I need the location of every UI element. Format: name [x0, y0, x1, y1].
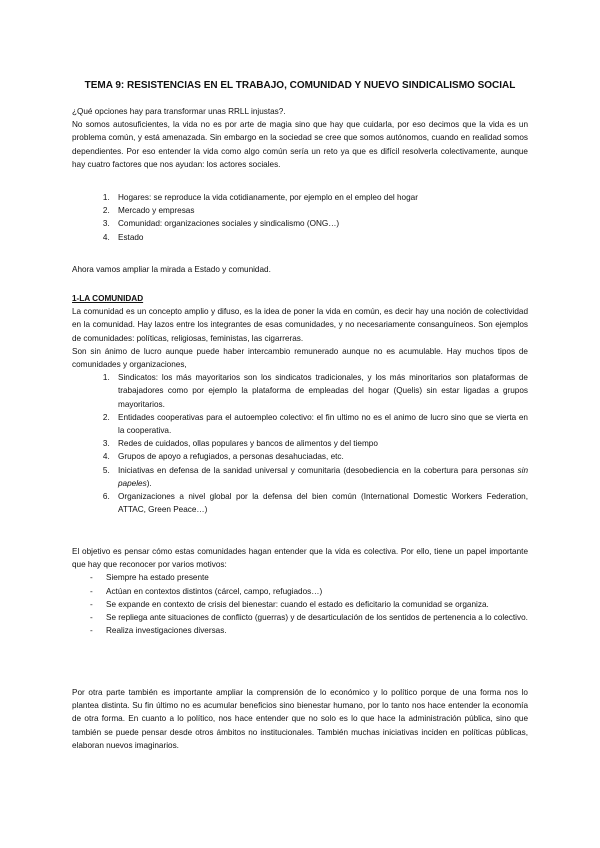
list-item-text-end: ). [146, 478, 152, 488]
list-item: - Se expande en contexto de crisis del bienestar: cuando el estado es deficitario la comunidad se organiza. [90, 598, 528, 611]
list-item [112, 464, 528, 490]
list-item: 1. Hogares: se reproduce la vida cotidianamente, por ejemplo en el empleo del hogar [112, 191, 528, 204]
section-heading: 1-LA COMUNIDAD [72, 294, 144, 303]
list-item: 6. Organizaciones a nivel global por la defensa del bien común (International Domestic Workers Federation, ATTAC, Green Peace…) [112, 490, 528, 516]
list-item: 2. Entidades cooperativas para el autoempleo colectivo: el fin ultimo no es el animo de lucro sino que se vierta en la cooperativa. [112, 411, 528, 437]
list-item: 3. Comunidad: organizaciones sociales y sindicalismo (ONG…) [112, 217, 528, 230]
intro-paragraph: No somos autosuficientes, la vida no es por arte de magia sino que hay que cuidarla, por eso decimos que la vida es un problema común, y está amenazada. Sin embargo en la sociedad se cree que somos autónomos, cuando en realidad somos dependientes. Por eso entender la vida como algo común sería un reto ya que es difícil resolverla colectivamente, aunque hay cuatro factores que nos ayudan: los actores sociales. [72, 120, 528, 169]
community-paragraph-2: Son sin ánimo de lucro aunque puede haber intercambio remunerado aunque no es acumulable. Hay muchos tipos de comunidades y organizaciones, [72, 346, 528, 370]
transition-text: Ahora vamos ampliar la mirada a Estado y comunidad. [72, 265, 271, 274]
list-item: 3. Redes de cuidados, ollas populares y bancos de alimentos y del tiempo [112, 437, 528, 450]
intro-section [72, 105, 528, 171]
list-item: - Realiza investigaciones diversas. [90, 624, 528, 637]
intro-question: ¿Qué opciones hay para transformar unas RRLL injustas?. [72, 107, 286, 116]
closing-section [72, 686, 528, 752]
list-item: 1. Sindicatos: los más mayoritarios son los sindicatos tradicionales, y los más minoritarios son plataformas de trabajadores como por ejemplo la plataforma de empleadas del hogar (Quelis) sin estar ligadas a grupos mayoritarios. [112, 371, 528, 411]
page-title: TEMA 9: RESISTENCIAS EN EL TRABAJO, COMUNIDAD Y NUEVO SINDICALISMO SOCIAL [84, 80, 516, 91]
emphasis-text: sin papeles [118, 465, 528, 488]
list-item: - Siempre ha estado presente [90, 571, 528, 584]
community-paragraph-1: La comunidad es un concepto amplio y difuso, es la idea de poner la vida en común, es decir hay una noción de colectividad en la comunidad. Hay lazos entre los integrantes de esas comunidades, y no necesariamente consanguíneos. Son ejemplos de comunidades: políticas, religiosas, feministas, las cigarreras. [72, 307, 528, 343]
list-item: 4. Grupos de apoyo a refugiados, a personas desahuciadas, etc. [112, 450, 528, 463]
actors-list-section [72, 191, 528, 244]
community-section [72, 292, 528, 516]
list-item: 4. Estado [112, 231, 528, 244]
community-types-list [72, 371, 528, 516]
list-item: - Se repliega ante situaciones de conflicto (guerras) y de desarticulación de los sentidos de pertenencia a lo colectivo. [90, 611, 528, 624]
list-item: 2. Mercado y empresas [112, 204, 528, 217]
closing-paragraph: Por otra parte también es importante ampliar la comprensión de lo económico y lo político porque de una forma nos lo plantea distinta. Su fin último no es acumular beneficios sino bienestar humano, por lo tanto nos hace entender la economía de otra forma. En cuanto a lo político, nos hace entender que no solo es lo que hace la administración pública, sino que también se puede pensar desde otros ámbitos no institucionales. También muchas iniciativas inciden en políticas públicas, elaboran nuevos imaginarios. [72, 688, 528, 750]
list-item-text: Iniciativas en defensa de la sanidad universal y comunitaria (desobediencia en la cobertura para personas [118, 465, 518, 475]
actors-list [72, 191, 528, 244]
list-item: - Actúan en contextos distintos (cárcel, campo, refugiados…) [90, 585, 528, 598]
objective-section [72, 545, 528, 637]
transition-section [72, 263, 528, 276]
objective-paragraph: El objetivo es pensar cómo estas comunidades hagan entender que la vida es colectiva. Por ello, tiene un papel importante que hay que reconocer por varios motivos: [72, 547, 528, 570]
reasons-list [72, 571, 528, 637]
